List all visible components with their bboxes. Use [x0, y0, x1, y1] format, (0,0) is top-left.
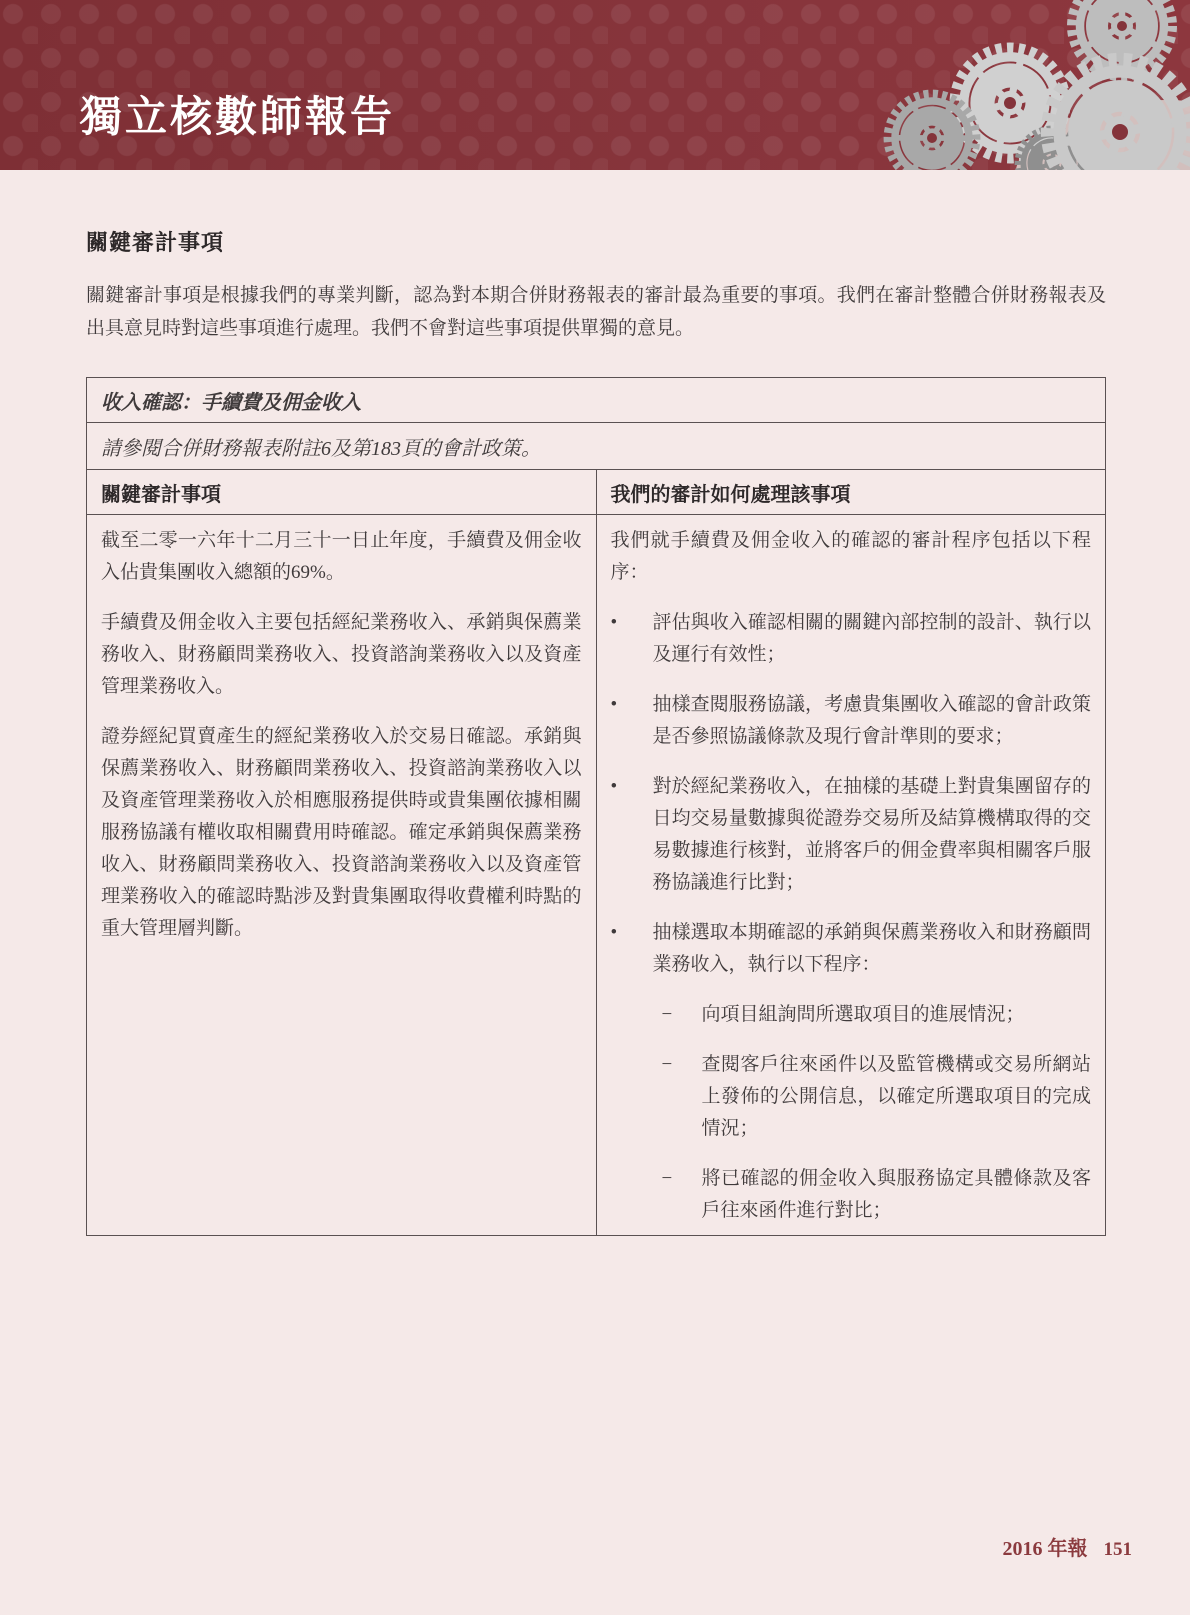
table-title-row [87, 378, 1106, 423]
bullet-marker: • [610, 922, 618, 943]
sub-list-item [662, 1049, 1092, 1145]
page-content [0, 226, 1190, 1236]
column-header-audit-response: 我們的審計如何處理該事項 [596, 470, 1106, 515]
intro-paragraph: 關鍵審計事項是根據我們的專業判斷，認為對本期合併財務報表的審計最為重要的事項。我們在審計整體合併財務報表及出具意見時對這些事項進行處理。我們不會對這些事項提供單獨的意見。 [86, 285, 1106, 339]
page-header-band [0, 0, 1190, 170]
audit-response-cell [596, 515, 1106, 1236]
list-item-text: 抽樣查閱服務協議，考慮貴集團收入確認的會計政策是否參照協議條款及現行會計準則的要求； [652, 694, 1091, 747]
key-audit-matter-table [86, 377, 1106, 1236]
list-item-text: 對於經紀業務收入，在抽樣的基礎上對貴集團留存的日均交易量數據與從證券交易所及結算機構取得的交易數據進行核對，並將客戶的佣金費率與相關客戶服務協議進行比對； [652, 776, 1091, 893]
sub-list-item [662, 1163, 1092, 1227]
bullet-marker: • [610, 776, 618, 797]
list-item [611, 607, 1092, 671]
column-header-key-audit-matter: 關鍵審計事項 [87, 470, 597, 515]
table-title: 收入確認：手續費及佣金收入 [87, 378, 1106, 423]
page-number: 151 [1103, 1539, 1132, 1560]
list-item-text: 評估與收入確認相關的關鍵內部控制的設計、執行以及運行有效性； [652, 612, 1091, 665]
table-body-row [87, 515, 1106, 1236]
sub-list-item [662, 999, 1092, 1031]
kam-paragraph: 截至二零一六年十二月三十一日止年度，手續費及佣金收入佔貴集團收入總額的69%。 [101, 530, 582, 583]
section-heading: 關鍵審計事項 [86, 230, 225, 255]
list-item-text: 抽樣選取本期確認的承銷與保薦業務收入和財務顧問業務收入，執行以下程序： [652, 922, 1091, 975]
bullet-marker: • [610, 612, 618, 633]
page-title: 獨立核數師報告 [80, 95, 396, 141]
sub-list-item-text: 查閱客戶往來函件以及監管機構或交易所網站上發佈的公開信息，以確定所選取項目的完成情況； [701, 1054, 1091, 1139]
dash-marker: − [661, 1054, 673, 1075]
table-reference-row [87, 423, 1106, 470]
table-reference: 請參閱合併財務報表附註6及第183頁的會計政策。 [87, 423, 1106, 470]
list-item [611, 689, 1092, 753]
kam-paragraph: 證券經紀買賣產生的經紀業務收入於交易日確認。承銷與保薦業務收入、財務顧問業務收入、投資諮詢業務收入以及資產管理業務收入於相應服務提供時或貴集團依據相關服務協議有權收取相關費用時確認。確定承銷與保薦業務收入、財務顧問業務收入、投資諮詢業務收入以及資產管理業務收入的確認時點涉及對貴集團取得收費權利時點的重大管理層判斷。 [101, 726, 582, 939]
page-footer [1003, 1532, 1133, 1561]
dash-marker: − [661, 1168, 673, 1189]
list-item [611, 771, 1092, 899]
audit-response-intro: 我們就手續費及佣金收入的確認的審計程序包括以下程序： [610, 530, 1091, 583]
table-column-header-row [87, 470, 1106, 515]
sub-list-item-text: 將已確認的佣金收入與服務協定具體條款及客戶往來函件進行對比； [701, 1168, 1091, 1221]
gears-icon [860, 0, 1190, 170]
sub-list-item-text: 向項目組詢問所選取項目的進展情況； [701, 1004, 1025, 1025]
key-audit-matter-cell [87, 515, 597, 1236]
bullet-marker: • [610, 694, 618, 715]
kam-paragraph: 手續費及佣金收入主要包括經紀業務收入、承銷與保薦業務收入、財務顧問業務收入、投資諮詢業務收入以及資產管理業務收入。 [101, 612, 582, 697]
dash-marker: − [661, 1004, 673, 1025]
list-item [611, 917, 1092, 981]
report-year-label: 2016 年報 [1002, 1538, 1088, 1560]
